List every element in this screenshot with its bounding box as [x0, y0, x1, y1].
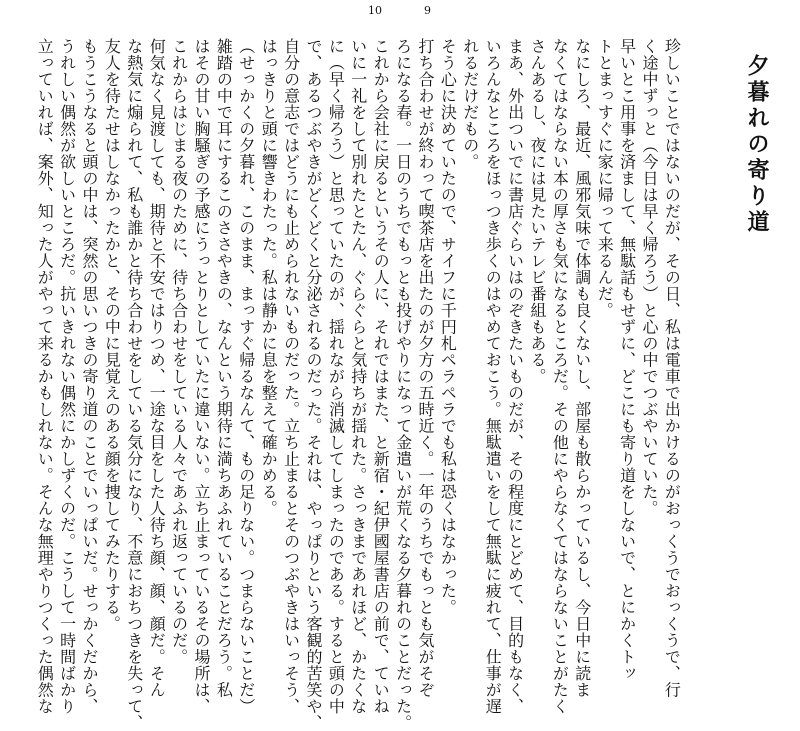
text-column: （せっかくの夕暮れ、このまま、まっすぐ帰るなんて、もの足りない。つまらないことだ）	[236, 38, 256, 715]
text-column: なくてはならない本の厚さも気になるところだ。その他にやらなくてはならないことがたく	[550, 38, 570, 715]
text-column: はっきりと頭に響きわたった。私は静かに息を整えて確かめる。	[259, 38, 279, 517]
text-column: 何気なく見渡しても、期待と不安ではりつめ、一途な目をした人待ち顔、顔、顔だ。そん	[147, 38, 167, 698]
text-column: はその甘い胸騒ぎの予感にうっとりとしていたに違いない。立ち止まっているその場所は、	[192, 38, 211, 715]
chapter-title: 夕暮れの寄り道	[744, 54, 769, 236]
text-column: 自分の意志ではどうにも止められないものだった。立ち止まるとそのつぶやきはいっそう、	[281, 38, 301, 715]
text-column: トとまっすぐに家に帰って来るんだ。	[595, 38, 615, 319]
text-column: これからはじまる夜のために、待ち合わせをしている人々であふれ返っているのだ。	[169, 38, 189, 665]
text-column: もうこうなると頭の中は、突然の思いつきの寄り道のことでいっぱいだ。せっかくだから、	[80, 38, 99, 715]
text-column: まあ、外出ついでに書店ぐらいはのぞきたいものだが、その程度にとどめて、目的もなく、	[505, 38, 525, 715]
text-column: で、あるつぶやきがどくどくと分泌されるのだった。それは、やっぱりという客観的苦笑や、	[304, 38, 323, 731]
text-column: そう心に決めていたので、サイフに千円札ペラペラでも私は恐くはなかった。	[438, 38, 458, 616]
text-column: うれしい偶然が欲しいところだ。抗いきれない偶然にかしずくのだ。こうして一時間ばかり	[57, 38, 77, 715]
text-column: ろになる春。一日のうちでもっとも投げやりになって金遣いが荒くなる夕暮れのことだった。	[393, 38, 413, 731]
text-column: れるだけだもの。	[460, 38, 480, 170]
text-column: 早いとこ用事を済まして、無駄話もせずに、どこにも寄り道をしないで、とにかくトッ	[617, 38, 637, 682]
text-column: さんあるし、夜には見たいテレビ番組もある。	[528, 38, 547, 385]
text-column: に（早く帰ろう）と思っていたのが、揺れながら消滅してしまったのである。すると頭の中	[326, 38, 346, 715]
page-number-right: 9	[424, 4, 431, 17]
text-column: 雑踏の中で耳にするこのささやきの、なんという期待に満ちあふれていることだろう。私	[214, 38, 234, 698]
text-column: な熱気に煽られて、私も誰かと待ち合わせをしている気分になり、不意におちつきを失って、	[124, 38, 144, 731]
text-column: なにしろ、最近、風邪気味で体調も良くないし、部屋も散らかっているし、今日中に読ま	[572, 38, 592, 698]
text-column: いろんなところをほっつき歩くのはやめておこう。無駄遣いをして無駄に疲れて、仕事が遅	[483, 38, 503, 715]
text-column: 打ち合わせが終わって喫茶店を出たのが夕方の五時近く。一年のうちでもっとも気がそぞ	[416, 38, 435, 698]
text-column: 立っていれば、案外、知った人がやって来るかもしれない。そんな無理やりつくった偶然な	[35, 38, 55, 715]
text-column: 友人を待たせはしなかったかと、その中に見覚えのある顔を捜してみたりする。	[102, 38, 122, 632]
text-column: 珍しいことではないのだが、その日、私は電車で出かけるのがおっくうでおっくうで、行	[662, 38, 682, 698]
text-column: いに一礼をして別れたとたん、ぐらぐらと気持ちが揺れた。さっきまであれほど、かたくな	[348, 38, 368, 715]
text-column: く途中ずっと（今日は早く帰ろう）と心の中でつぶやいていた。	[640, 38, 659, 517]
page-number-left: 10	[368, 4, 382, 17]
text-column: これから会社に戻るというその人に、それではまた、と新宿・紀伊國屋書店の前で、ていね	[371, 38, 391, 715]
